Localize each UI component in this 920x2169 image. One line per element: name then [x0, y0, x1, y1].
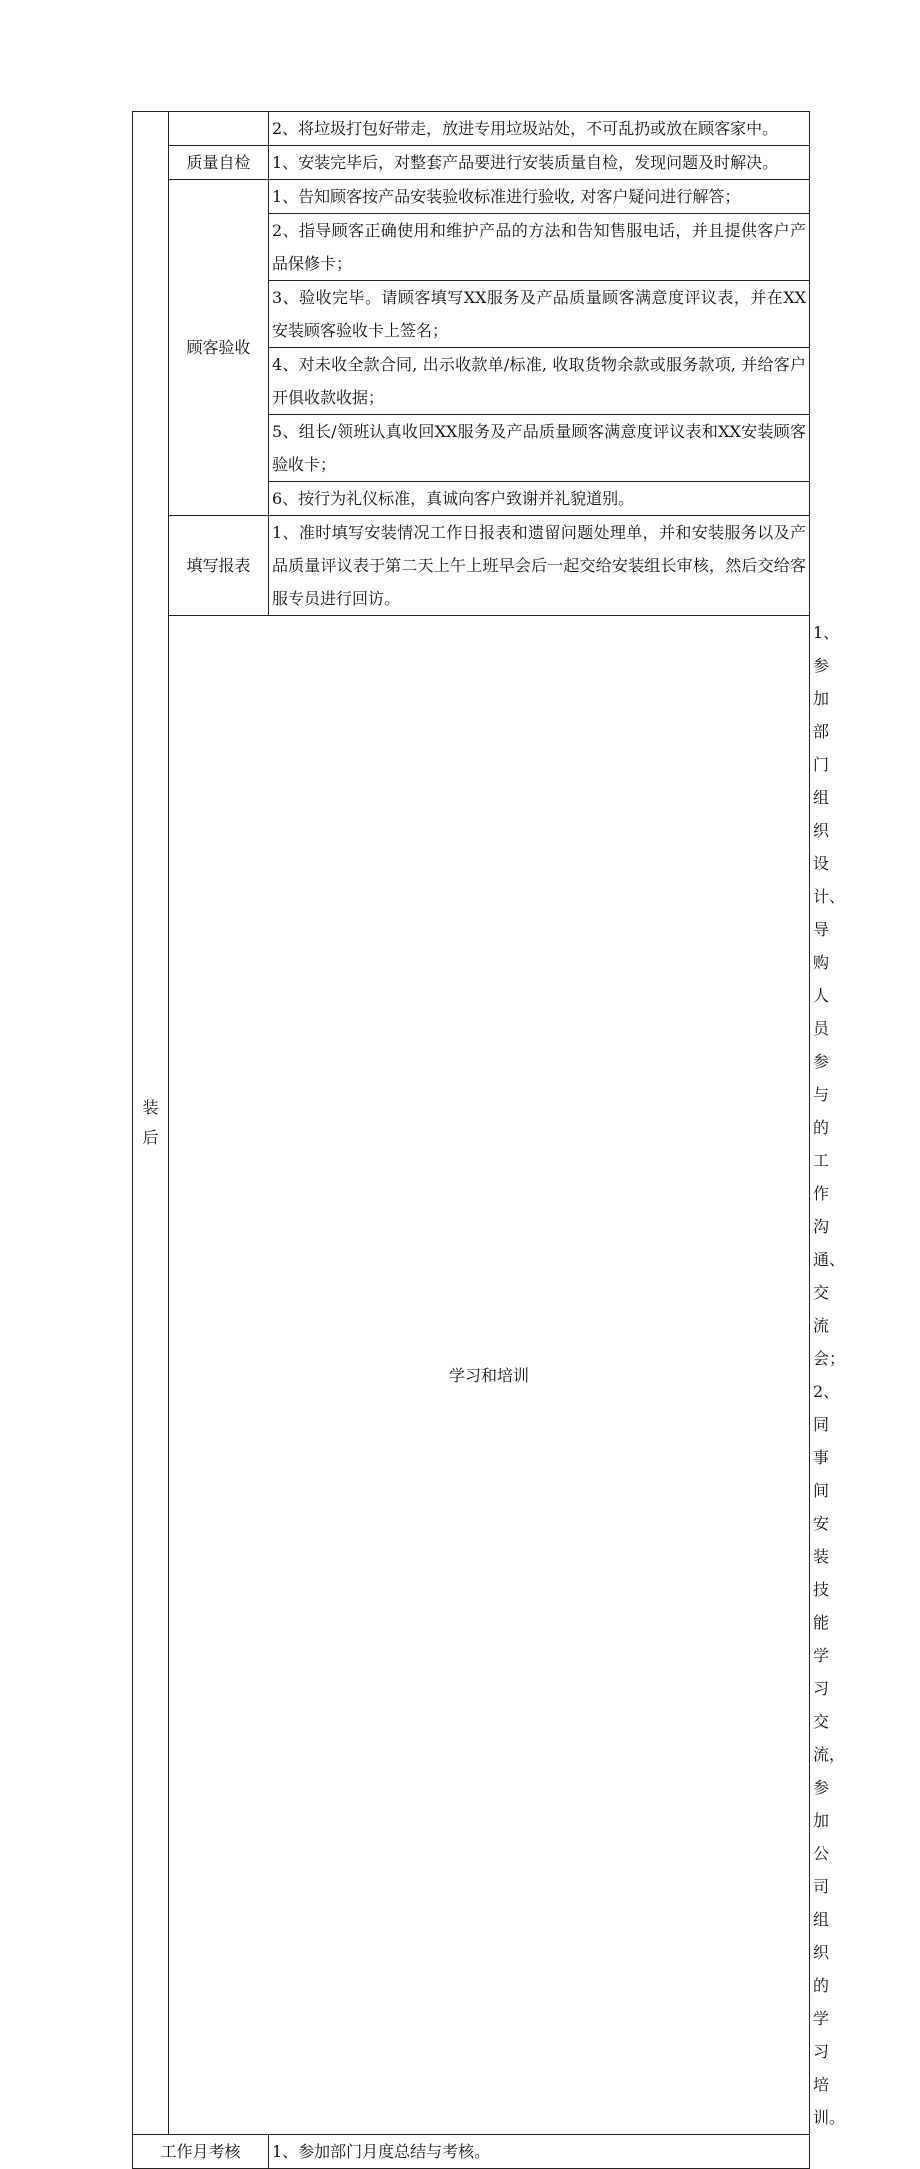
phase-label-cell — [133, 112, 169, 2135]
table-row — [133, 180, 810, 214]
fill-report-item: 1、准时填写安装情况工作日报表和遗留问题处理单，并和安装服务以及产品质量评议表于第二天上午上班早会后一起交给安装组长审核，然后交给客服专员进行回访。 — [269, 516, 810, 616]
table-row — [133, 2135, 810, 2169]
quality-check-label: 质量自检 — [169, 146, 269, 180]
acceptance-item: 4、对未收全款合同, 出示收款单/标准, 收取货物余款或服务款项, 并给客户开俱收款收据； — [269, 348, 810, 415]
cleanup-item: 2、将垃圾打包好带走，放进专用垃圾站处，不可乱扔或放在顾客家中。 — [269, 112, 810, 146]
customer-acceptance-label: 顾客验收 — [169, 180, 269, 516]
monthly-line: 1、参加部门月度总结与考核。 — [269, 2135, 810, 2169]
acceptance-item: 6、按行为礼仪标准，真诚向客户致谢并礼貌道别。 — [269, 482, 810, 516]
quality-check-item: 1、安装完毕后，对整套产品要进行安装质量自检，发现问题及时解决。 — [269, 146, 810, 180]
learning-label: 学习和培训 — [169, 616, 810, 2135]
phase-char: 后 — [142, 1128, 159, 1147]
phase-char: 装 — [142, 1098, 159, 1117]
fill-report-label: 填写报表 — [169, 516, 269, 616]
acceptance-item: 1、告知顾客按产品安装验收标准进行验收, 对客户疑问进行解答； — [269, 180, 810, 214]
acceptance-item: 2、指导顾客正确使用和维护产品的方法和告知售服电话，并且提供客户产品保修卡； — [269, 214, 810, 281]
monthly-label: 工作月考核 — [133, 2135, 269, 2169]
table-row — [133, 146, 810, 180]
table-row — [133, 112, 810, 146]
procedure-table — [132, 111, 846, 2169]
acceptance-item: 3、验收完毕。请顾客填写XX服务及产品质量顾客满意度评议表，并在XX安装顾客验收卡上签名； — [269, 281, 810, 348]
empty-category-cell — [169, 112, 269, 146]
table-row: 学习和培训 1、参加部门组织设计、导购人员参与的工作沟通、交流会； 2、同事间安装技能学习交流，参加公司组织的学习培训。 — [133, 616, 810, 2135]
acceptance-item: 5、组长/领班认真收回XX服务及产品质量顾客满意度评议表和XX安装顾客验收卡； — [269, 415, 810, 482]
table-row — [133, 516, 810, 616]
